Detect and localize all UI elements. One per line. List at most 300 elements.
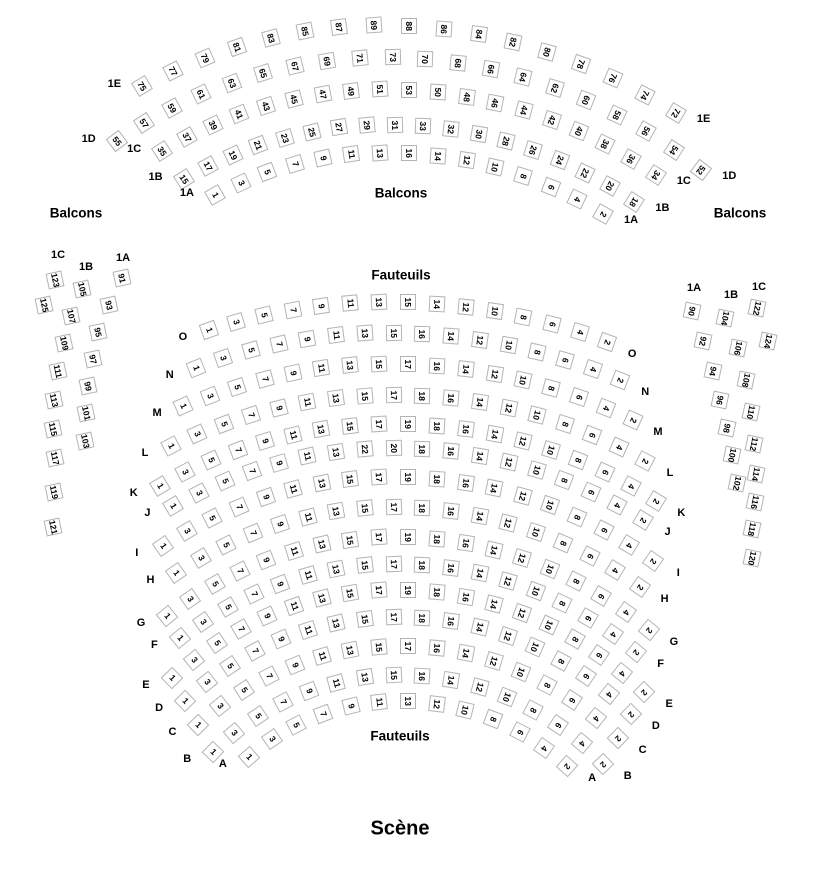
seat-fauteuil-C-16[interactable] bbox=[428, 640, 445, 657]
seat-fauteuil-J-12[interactable] bbox=[499, 453, 518, 472]
seat-fauteuil-M-15[interactable] bbox=[371, 355, 388, 372]
seat-fauteuil-D-16[interactable] bbox=[442, 612, 460, 630]
seat-fauteuil-I-4[interactable] bbox=[618, 534, 640, 556]
seat-fauteuil-G-5[interactable] bbox=[204, 573, 226, 595]
seat-fauteuil-E-5[interactable] bbox=[206, 632, 228, 654]
seat-balcon-1C-35[interactable] bbox=[151, 140, 173, 162]
seat-fauteuil-A-9[interactable] bbox=[341, 697, 360, 716]
seat-fauteuil-K-9[interactable] bbox=[255, 431, 275, 451]
seat-balcon-1B-26[interactable] bbox=[523, 140, 543, 160]
seat-balcon-left-1A-101[interactable] bbox=[77, 404, 96, 423]
seat-balcon-1D-54[interactable] bbox=[663, 139, 685, 161]
seat-fauteuil-A-12[interactable] bbox=[428, 695, 446, 713]
seat-balcon-left-1C-125[interactable] bbox=[35, 296, 54, 315]
seat-fauteuil-B-9[interactable] bbox=[298, 680, 319, 701]
seat-fauteuil-B-6[interactable] bbox=[547, 714, 569, 736]
seat-fauteuil-I-17[interactable] bbox=[370, 469, 387, 486]
seat-fauteuil-N-9[interactable] bbox=[298, 330, 317, 349]
seat-balcon-1B-30[interactable] bbox=[469, 125, 487, 143]
seat-fauteuil-B-10[interactable] bbox=[497, 686, 518, 707]
seat-balcon-1C-44[interactable] bbox=[514, 101, 534, 121]
seat-fauteuil-O-5[interactable] bbox=[255, 305, 274, 324]
seat-fauteuil-N-10[interactable] bbox=[500, 336, 519, 355]
seat-balcon-1A-10[interactable] bbox=[486, 157, 505, 176]
seat-fauteuil-O-14[interactable] bbox=[429, 295, 446, 312]
seat-fauteuil-C-14[interactable] bbox=[456, 644, 475, 663]
seat-fauteuil-D-11[interactable] bbox=[298, 620, 318, 640]
seat-balcon-1A-3[interactable] bbox=[230, 172, 251, 193]
seat-fauteuil-J-14[interactable] bbox=[471, 447, 489, 465]
seat-fauteuil-G-7[interactable] bbox=[229, 560, 250, 581]
seat-fauteuil-G-16[interactable] bbox=[457, 534, 475, 552]
seat-fauteuil-I-6[interactable] bbox=[593, 519, 615, 541]
seat-fauteuil-N-3[interactable] bbox=[213, 348, 233, 368]
seat-fauteuil-B-11[interactable] bbox=[327, 673, 347, 693]
seat-balcon-1B-23[interactable] bbox=[275, 128, 295, 148]
seat-fauteuil-H-15[interactable] bbox=[356, 499, 374, 517]
seat-fauteuil-N-1[interactable] bbox=[185, 357, 206, 378]
seat-fauteuil-F-7[interactable] bbox=[243, 583, 264, 604]
seat-balcon-left-1A-91[interactable] bbox=[113, 269, 132, 288]
seat-fauteuil-D-4[interactable] bbox=[598, 683, 620, 705]
seat-fauteuil-L-15[interactable] bbox=[356, 387, 373, 404]
seat-balcon-1A-11[interactable] bbox=[342, 145, 360, 163]
seat-fauteuil-E-12[interactable] bbox=[512, 603, 532, 623]
seat-fauteuil-L-17[interactable] bbox=[385, 387, 401, 403]
seat-fauteuil-I-10[interactable] bbox=[540, 495, 560, 515]
seat-fauteuil-N-13[interactable] bbox=[356, 325, 373, 342]
seat-balcon-1E-78[interactable] bbox=[570, 54, 590, 74]
seat-fauteuil-E-18[interactable] bbox=[428, 583, 445, 600]
seat-fauteuil-K-16[interactable] bbox=[457, 420, 475, 438]
seat-balcon-right-1B-118[interactable] bbox=[743, 520, 762, 539]
seat-balcon-1E-85[interactable] bbox=[295, 22, 314, 41]
seat-fauteuil-N-16[interactable] bbox=[414, 325, 430, 341]
seat-fauteuil-G-13[interactable] bbox=[312, 535, 331, 554]
seat-fauteuil-M-6[interactable] bbox=[569, 387, 589, 407]
seat-fauteuil-C-9[interactable] bbox=[284, 654, 305, 675]
seat-fauteuil-H-9[interactable] bbox=[270, 514, 290, 534]
seat-fauteuil-J-10[interactable] bbox=[527, 461, 547, 481]
seat-fauteuil-L-9[interactable] bbox=[269, 398, 289, 418]
seat-fauteuil-D-13[interactable] bbox=[327, 613, 346, 632]
seat-balcon-1A-1[interactable] bbox=[204, 184, 226, 206]
seat-fauteuil-B-5[interactable] bbox=[247, 705, 269, 727]
seat-fauteuil-I-16[interactable] bbox=[457, 474, 475, 492]
seat-balcon-1D-52[interactable] bbox=[690, 159, 712, 181]
seat-fauteuil-M-14[interactable] bbox=[457, 360, 475, 378]
seat-fauteuil-B-15[interactable] bbox=[385, 667, 402, 684]
seat-fauteuil-B-16[interactable] bbox=[414, 667, 431, 684]
seat-fauteuil-G-15[interactable] bbox=[341, 531, 359, 549]
seat-balcon-1C-38[interactable] bbox=[595, 134, 616, 155]
seat-balcon-left-1A-99[interactable] bbox=[79, 377, 98, 396]
seat-fauteuil-A-4[interactable] bbox=[533, 736, 555, 758]
seat-fauteuil-A-13[interactable] bbox=[400, 693, 416, 709]
seat-fauteuil-O-2[interactable] bbox=[597, 332, 617, 352]
seat-fauteuil-L-11[interactable] bbox=[298, 393, 317, 412]
seat-fauteuil-N-15[interactable] bbox=[385, 325, 401, 341]
seat-balcon-1A-9[interactable] bbox=[313, 149, 332, 168]
seat-fauteuil-A-5[interactable] bbox=[286, 714, 308, 736]
seat-fauteuil-M-11[interactable] bbox=[312, 359, 330, 377]
seat-fauteuil-I-14[interactable] bbox=[485, 479, 504, 498]
seat-balcon-right-1B-110[interactable] bbox=[742, 403, 761, 422]
seat-balcon-1E-82[interactable] bbox=[504, 32, 523, 51]
seat-fauteuil-F-12[interactable] bbox=[498, 571, 518, 591]
seat-balcon-right-1B-120[interactable] bbox=[743, 549, 762, 568]
seat-balcon-1B-22[interactable] bbox=[575, 162, 596, 183]
seat-fauteuil-K-7[interactable] bbox=[227, 440, 248, 461]
seat-fauteuil-I-9[interactable] bbox=[256, 487, 276, 507]
seat-fauteuil-K-12[interactable] bbox=[513, 432, 532, 451]
seat-balcon-1C-45[interactable] bbox=[284, 89, 304, 109]
seat-fauteuil-F-6[interactable] bbox=[577, 607, 599, 629]
seat-fauteuil-K-6[interactable] bbox=[594, 462, 615, 483]
seat-fauteuil-D-15[interactable] bbox=[356, 610, 374, 628]
seat-balcon-1D-59[interactable] bbox=[161, 97, 183, 119]
seat-fauteuil-C-1[interactable] bbox=[187, 714, 210, 737]
seat-fauteuil-E-17[interactable] bbox=[370, 582, 387, 599]
seat-fauteuil-O-9[interactable] bbox=[312, 297, 330, 315]
seat-fauteuil-G-3[interactable] bbox=[179, 588, 201, 610]
seat-balcon-1B-33[interactable] bbox=[415, 118, 432, 135]
seat-balcon-1A-13[interactable] bbox=[371, 144, 388, 161]
seat-fauteuil-D-17[interactable] bbox=[385, 609, 402, 626]
seat-fauteuil-O-8[interactable] bbox=[514, 307, 533, 326]
seat-fauteuil-I-15[interactable] bbox=[341, 470, 359, 488]
seat-fauteuil-C-6[interactable] bbox=[561, 689, 583, 711]
seat-fauteuil-M-10[interactable] bbox=[514, 370, 533, 389]
seat-balcon-right-1A-102[interactable] bbox=[728, 474, 747, 493]
seat-fauteuil-E-19[interactable] bbox=[400, 582, 416, 598]
seat-fauteuil-H-1[interactable] bbox=[165, 562, 187, 584]
seat-fauteuil-H-2[interactable] bbox=[628, 576, 650, 598]
seat-fauteuil-G-1[interactable] bbox=[156, 605, 179, 628]
seat-fauteuil-M-2[interactable] bbox=[622, 409, 643, 430]
seat-balcon-right-1A-90[interactable] bbox=[683, 302, 702, 321]
seat-fauteuil-L-4[interactable] bbox=[608, 436, 629, 457]
seat-fauteuil-E-9[interactable] bbox=[257, 606, 278, 627]
seat-fauteuil-C-7[interactable] bbox=[258, 665, 280, 687]
seat-balcon-1A-6[interactable] bbox=[540, 176, 561, 197]
seat-balcon-right-1A-92[interactable] bbox=[694, 332, 713, 351]
seat-fauteuil-E-3[interactable] bbox=[182, 648, 205, 671]
seat-fauteuil-H-13[interactable] bbox=[327, 502, 346, 521]
seat-fauteuil-F-17[interactable] bbox=[385, 556, 402, 573]
seat-fauteuil-N-5[interactable] bbox=[241, 341, 261, 361]
seat-balcon-1D-65[interactable] bbox=[253, 63, 273, 83]
seat-fauteuil-C-2[interactable] bbox=[606, 726, 629, 749]
seat-balcon-1E-83[interactable] bbox=[261, 28, 281, 48]
seat-balcon-1D-66[interactable] bbox=[482, 60, 500, 78]
seat-fauteuil-G-11[interactable] bbox=[284, 541, 304, 561]
seat-fauteuil-E-14[interactable] bbox=[484, 594, 504, 614]
seat-fauteuil-L-12[interactable] bbox=[499, 399, 518, 418]
seat-fauteuil-F-10[interactable] bbox=[525, 581, 546, 602]
seat-fauteuil-J-2[interactable] bbox=[632, 509, 654, 531]
seat-fauteuil-I-11[interactable] bbox=[284, 479, 304, 499]
seat-fauteuil-M-5[interactable] bbox=[227, 377, 247, 397]
seat-balcon-left-1B-111[interactable] bbox=[49, 362, 68, 381]
seat-balcon-left-1B-121[interactable] bbox=[44, 518, 63, 537]
seat-fauteuil-N-4[interactable] bbox=[583, 359, 603, 379]
seat-fauteuil-E-4[interactable] bbox=[611, 661, 634, 684]
seat-fauteuil-I-19[interactable] bbox=[400, 469, 416, 485]
seat-balcon-1B-29[interactable] bbox=[358, 116, 376, 134]
seat-fauteuil-J-4[interactable] bbox=[607, 494, 629, 516]
seat-fauteuil-H-18[interactable] bbox=[414, 499, 431, 516]
seat-fauteuil-F-5[interactable] bbox=[217, 596, 239, 618]
seat-balcon-1C-51[interactable] bbox=[372, 81, 389, 98]
seat-fauteuil-M-7[interactable] bbox=[255, 369, 275, 389]
seat-balcon-1C-37[interactable] bbox=[176, 126, 198, 148]
seat-fauteuil-N-6[interactable] bbox=[556, 350, 576, 370]
seat-fauteuil-N-11[interactable] bbox=[327, 326, 345, 344]
seat-fauteuil-B-14[interactable] bbox=[442, 671, 460, 689]
seat-balcon-1C-47[interactable] bbox=[313, 85, 332, 104]
seat-fauteuil-I-7[interactable] bbox=[228, 496, 249, 517]
seat-fauteuil-L-14[interactable] bbox=[471, 393, 489, 411]
seat-balcon-1D-68[interactable] bbox=[450, 54, 468, 72]
seat-fauteuil-J-20[interactable] bbox=[385, 440, 401, 456]
seat-fauteuil-I-5[interactable] bbox=[202, 507, 224, 529]
seat-balcon-1B-18[interactable] bbox=[623, 191, 645, 213]
seat-fauteuil-D-8[interactable] bbox=[550, 650, 572, 672]
seat-balcon-1E-77[interactable] bbox=[162, 60, 184, 82]
seat-fauteuil-K-15[interactable] bbox=[341, 417, 359, 435]
seat-balcon-1B-17[interactable] bbox=[197, 155, 219, 177]
seat-fauteuil-C-10[interactable] bbox=[511, 661, 532, 682]
seat-fauteuil-F-8[interactable] bbox=[552, 593, 573, 614]
seat-fauteuil-A-3[interactable] bbox=[261, 728, 283, 750]
seat-balcon-1C-34[interactable] bbox=[645, 164, 667, 186]
seat-fauteuil-F-3[interactable] bbox=[192, 610, 214, 632]
seat-balcon-1A-16[interactable] bbox=[401, 145, 417, 161]
seat-fauteuil-K-1[interactable] bbox=[149, 475, 171, 497]
seat-balcon-right-1A-100[interactable] bbox=[723, 446, 742, 465]
seat-balcon-1E-80[interactable] bbox=[537, 42, 557, 62]
seat-fauteuil-L-1[interactable] bbox=[160, 435, 182, 457]
seat-fauteuil-O-15[interactable] bbox=[400, 294, 416, 310]
seat-fauteuil-E-13[interactable] bbox=[312, 589, 332, 609]
seat-balcon-right-1B-106[interactable] bbox=[729, 339, 748, 358]
seat-balcon-1C-48[interactable] bbox=[458, 88, 476, 106]
seat-balcon-left-1A-95[interactable] bbox=[89, 323, 108, 342]
seat-balcon-left-1B-105[interactable] bbox=[73, 280, 92, 299]
seat-fauteuil-G-19[interactable] bbox=[400, 529, 416, 545]
seat-fauteuil-C-17[interactable] bbox=[400, 638, 416, 654]
seat-fauteuil-K-5[interactable] bbox=[200, 450, 221, 471]
seat-fauteuil-D-1[interactable] bbox=[174, 689, 197, 712]
seat-fauteuil-M-16[interactable] bbox=[429, 357, 446, 374]
seat-balcon-right-1B-104[interactable] bbox=[716, 309, 735, 328]
seat-balcon-left-1A-93[interactable] bbox=[100, 296, 119, 315]
seat-fauteuil-D-3[interactable] bbox=[196, 671, 218, 693]
seat-fauteuil-H-5[interactable] bbox=[215, 534, 236, 555]
seat-fauteuil-B-12[interactable] bbox=[470, 677, 490, 697]
seat-fauteuil-G-14[interactable] bbox=[485, 540, 504, 559]
seat-fauteuil-K-8[interactable] bbox=[568, 450, 589, 471]
seat-fauteuil-E-15[interactable] bbox=[341, 584, 359, 602]
seat-fauteuil-M-12[interactable] bbox=[485, 364, 503, 382]
seat-fauteuil-J-5[interactable] bbox=[214, 470, 235, 491]
seat-balcon-1D-62[interactable] bbox=[545, 78, 565, 98]
seat-balcon-1D-61[interactable] bbox=[191, 83, 212, 104]
seat-balcon-left-1B-107[interactable] bbox=[62, 307, 81, 326]
seat-fauteuil-H-6[interactable] bbox=[579, 545, 600, 566]
seat-balcon-right-1B-116[interactable] bbox=[746, 493, 765, 512]
seat-fauteuil-O-10[interactable] bbox=[486, 302, 504, 320]
seat-fauteuil-E-6[interactable] bbox=[588, 643, 610, 665]
seat-fauteuil-M-9[interactable] bbox=[283, 363, 302, 382]
seat-fauteuil-D-10[interactable] bbox=[524, 637, 545, 658]
seat-balcon-1B-25[interactable] bbox=[302, 122, 321, 141]
seat-fauteuil-M-4[interactable] bbox=[596, 397, 617, 418]
seat-fauteuil-H-17[interactable] bbox=[385, 499, 402, 516]
seat-fauteuil-E-11[interactable] bbox=[284, 596, 304, 616]
seat-fauteuil-I-12[interactable] bbox=[513, 486, 533, 506]
seat-fauteuil-N-8[interactable] bbox=[528, 342, 547, 361]
seat-fauteuil-B-7[interactable] bbox=[272, 691, 294, 713]
seat-fauteuil-H-8[interactable] bbox=[553, 532, 574, 553]
seat-fauteuil-I-13[interactable] bbox=[312, 474, 331, 493]
seat-fauteuil-M-1[interactable] bbox=[172, 396, 193, 417]
seat-fauteuil-G-17[interactable] bbox=[370, 529, 387, 546]
seat-fauteuil-L-16[interactable] bbox=[443, 390, 460, 407]
seat-fauteuil-G-2[interactable] bbox=[638, 619, 661, 642]
seat-fauteuil-C-13[interactable] bbox=[341, 640, 360, 659]
seat-fauteuil-M-17[interactable] bbox=[400, 356, 416, 372]
seat-fauteuil-F-11[interactable] bbox=[298, 565, 318, 585]
seat-fauteuil-I-8[interactable] bbox=[567, 506, 588, 527]
seat-fauteuil-J-13[interactable] bbox=[327, 442, 345, 460]
seat-fauteuil-B-13[interactable] bbox=[356, 668, 374, 686]
seat-balcon-left-1B-115[interactable] bbox=[44, 420, 63, 439]
seat-fauteuil-L-8[interactable] bbox=[555, 414, 575, 434]
seat-balcon-1D-70[interactable] bbox=[417, 51, 434, 68]
seat-fauteuil-I-18[interactable] bbox=[428, 470, 445, 487]
seat-fauteuil-F-16[interactable] bbox=[442, 559, 460, 577]
seat-balcon-1E-89[interactable] bbox=[365, 17, 382, 34]
seat-fauteuil-A-7[interactable] bbox=[313, 704, 334, 725]
seat-balcon-1D-63[interactable] bbox=[221, 72, 242, 93]
seat-fauteuil-E-8[interactable] bbox=[564, 628, 586, 650]
seat-fauteuil-L-3[interactable] bbox=[186, 424, 207, 445]
seat-balcon-1B-21[interactable] bbox=[248, 135, 269, 156]
seat-fauteuil-H-10[interactable] bbox=[526, 522, 546, 542]
seat-balcon-1C-49[interactable] bbox=[342, 82, 360, 100]
seat-fauteuil-D-14[interactable] bbox=[470, 618, 489, 637]
seat-balcon-1E-87[interactable] bbox=[330, 18, 348, 36]
seat-fauteuil-N-14[interactable] bbox=[443, 327, 460, 344]
seat-balcon-1D-58[interactable] bbox=[606, 104, 627, 125]
seat-fauteuil-I-2[interactable] bbox=[642, 550, 664, 572]
seat-fauteuil-L-10[interactable] bbox=[527, 406, 547, 426]
seat-balcon-1B-28[interactable] bbox=[496, 132, 515, 151]
seat-fauteuil-G-12[interactable] bbox=[512, 548, 532, 568]
seat-balcon-1B-20[interactable] bbox=[599, 176, 621, 198]
seat-balcon-1C-53[interactable] bbox=[401, 82, 417, 98]
seat-fauteuil-G-10[interactable] bbox=[539, 558, 560, 579]
seat-balcon-1E-86[interactable] bbox=[435, 20, 452, 37]
seat-balcon-1D-69[interactable] bbox=[318, 52, 336, 70]
seat-balcon-left-1B-109[interactable] bbox=[55, 334, 74, 353]
seat-fauteuil-N-2[interactable] bbox=[610, 370, 631, 391]
seat-balcon-1A-2[interactable] bbox=[592, 203, 614, 225]
seat-balcon-1E-72[interactable] bbox=[665, 102, 687, 124]
seat-fauteuil-C-4[interactable] bbox=[585, 706, 607, 728]
seat-balcon-1D-64[interactable] bbox=[514, 68, 533, 87]
seat-fauteuil-F-9[interactable] bbox=[270, 573, 291, 594]
seat-balcon-1B-32[interactable] bbox=[442, 120, 460, 138]
seat-fauteuil-F-4[interactable] bbox=[601, 623, 623, 645]
seat-fauteuil-O-1[interactable] bbox=[199, 320, 219, 340]
seat-fauteuil-N-7[interactable] bbox=[269, 334, 288, 353]
seat-balcon-right-1A-98[interactable] bbox=[718, 419, 737, 438]
seat-balcon-1C-43[interactable] bbox=[256, 96, 276, 116]
seat-fauteuil-L-18[interactable] bbox=[414, 387, 430, 403]
seat-balcon-right-1B-112[interactable] bbox=[745, 435, 764, 454]
seat-fauteuil-K-4[interactable] bbox=[620, 475, 642, 497]
seat-fauteuil-K-13[interactable] bbox=[312, 420, 331, 439]
seat-balcon-1E-88[interactable] bbox=[401, 18, 417, 34]
seat-fauteuil-K-14[interactable] bbox=[485, 425, 504, 444]
seat-fauteuil-B-4[interactable] bbox=[570, 732, 593, 755]
seat-fauteuil-L-7[interactable] bbox=[241, 405, 261, 425]
seat-fauteuil-H-14[interactable] bbox=[471, 506, 490, 525]
seat-fauteuil-D-6[interactable] bbox=[575, 665, 597, 687]
seat-balcon-1D-55[interactable] bbox=[106, 130, 128, 152]
seat-fauteuil-A-11[interactable] bbox=[370, 693, 388, 711]
seat-fauteuil-I-1[interactable] bbox=[152, 535, 174, 557]
seat-balcon-left-1B-117[interactable] bbox=[46, 449, 65, 468]
seat-fauteuil-A-10[interactable] bbox=[456, 700, 475, 719]
seat-fauteuil-L-13[interactable] bbox=[327, 389, 345, 407]
seat-fauteuil-C-5[interactable] bbox=[233, 679, 255, 701]
seat-balcon-1A-5[interactable] bbox=[257, 162, 278, 183]
seat-fauteuil-O-11[interactable] bbox=[341, 294, 358, 311]
seat-fauteuil-C-3[interactable] bbox=[209, 695, 231, 717]
seat-balcon-1D-67[interactable] bbox=[285, 56, 304, 75]
seat-fauteuil-K-17[interactable] bbox=[371, 416, 388, 433]
seat-fauteuil-A-8[interactable] bbox=[483, 709, 504, 730]
seat-fauteuil-D-18[interactable] bbox=[414, 609, 431, 626]
seat-fauteuil-I-3[interactable] bbox=[176, 520, 198, 542]
seat-fauteuil-F-14[interactable] bbox=[471, 564, 490, 583]
seat-fauteuil-C-11[interactable] bbox=[312, 646, 332, 666]
seat-balcon-right-1B-108[interactable] bbox=[737, 371, 756, 390]
seat-fauteuil-B-8[interactable] bbox=[523, 699, 545, 721]
seat-fauteuil-J-6[interactable] bbox=[581, 481, 602, 502]
seat-balcon-1B-27[interactable] bbox=[330, 118, 348, 136]
seat-fauteuil-O-12[interactable] bbox=[457, 298, 474, 315]
seat-fauteuil-L-5[interactable] bbox=[213, 414, 234, 435]
seat-fauteuil-C-12[interactable] bbox=[484, 651, 504, 671]
seat-fauteuil-F-1[interactable] bbox=[169, 627, 192, 650]
seat-fauteuil-E-7[interactable] bbox=[231, 618, 253, 640]
seat-fauteuil-H-12[interactable] bbox=[499, 513, 518, 532]
seat-balcon-1A-12[interactable] bbox=[458, 151, 476, 169]
seat-balcon-right-1C-124[interactable] bbox=[759, 332, 778, 351]
seat-balcon-1C-40[interactable] bbox=[568, 121, 589, 142]
seat-fauteuil-D-2[interactable] bbox=[620, 703, 643, 726]
seat-fauteuil-L-6[interactable] bbox=[582, 425, 603, 446]
seat-fauteuil-M-13[interactable] bbox=[341, 357, 359, 375]
seat-fauteuil-B-3[interactable] bbox=[223, 722, 246, 745]
seat-fauteuil-E-10[interactable] bbox=[538, 614, 559, 635]
seat-fauteuil-J-18[interactable] bbox=[414, 440, 430, 456]
